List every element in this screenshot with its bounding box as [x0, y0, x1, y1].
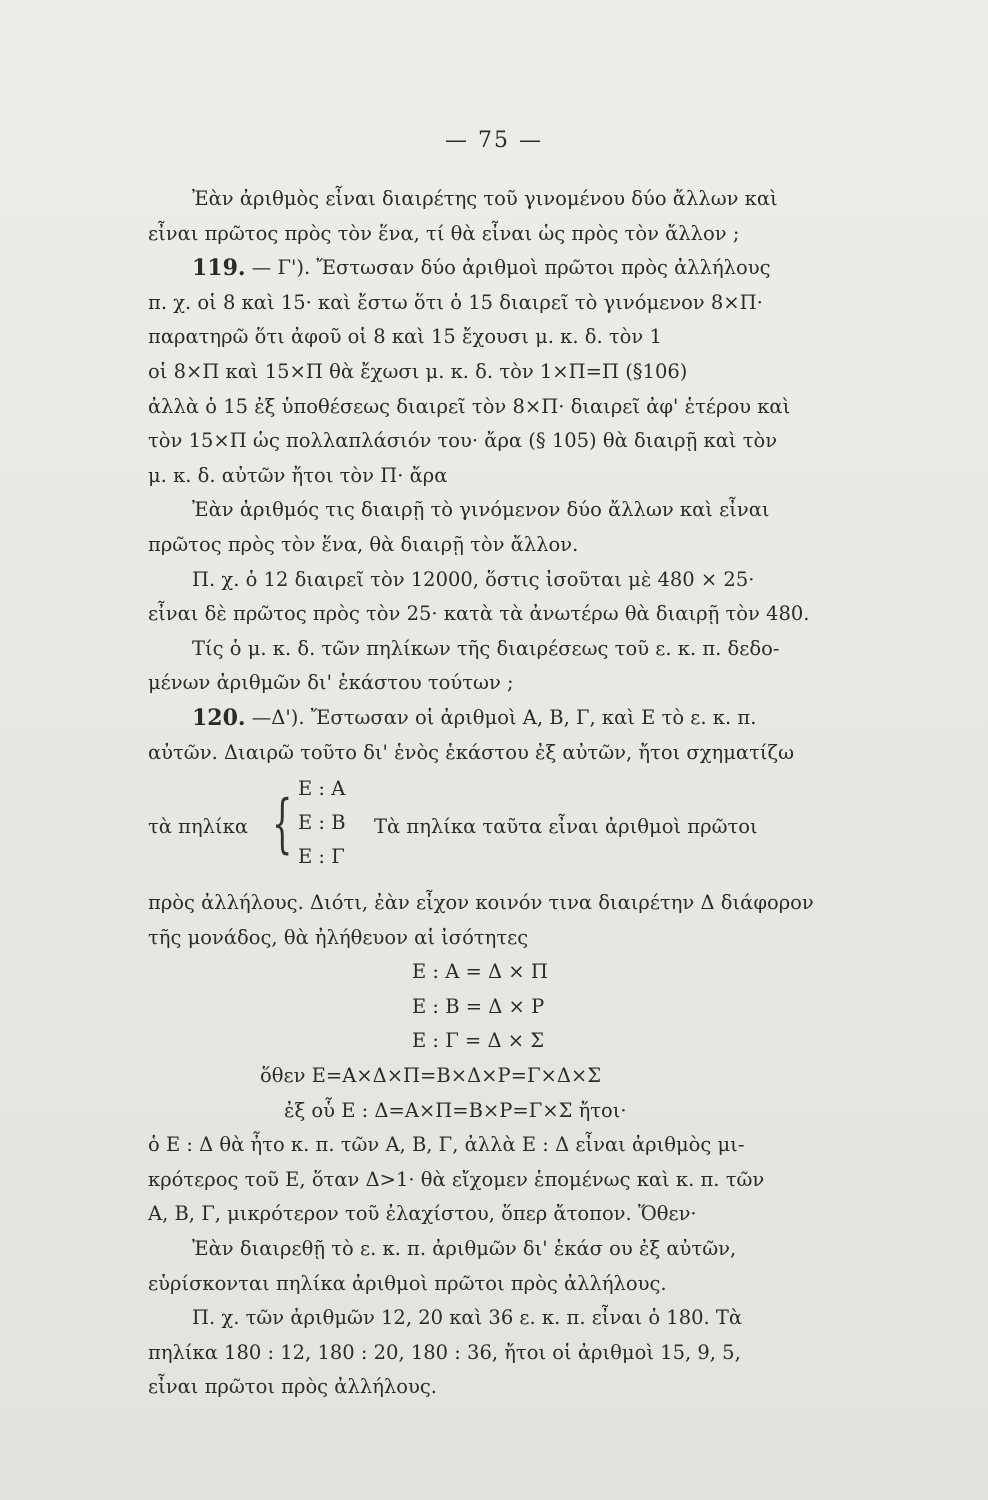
brace-note: Τὰ πηλίκα ταῦτα εἶναι ἀριθμοὶ πρῶτοι [374, 815, 758, 839]
text-line: π. χ. οἱ 8 καὶ 15· καὶ ἔστω ὅτι ὁ 15 διαιρεῖ τὸ γινόμενον 8×Π· [148, 290, 763, 314]
page-text [148, 182, 848, 1405]
text-line: Π. χ. ὁ 12 διαιρεῖ τὸν 12000, ὅστις ἰσοῦται μὲ 480 × 25· [192, 567, 755, 591]
brace-label: τὰ πηλίκα [148, 815, 249, 839]
text-line: Π. χ. τῶν ἀριθμῶν 12, 20 καὶ 36 ε. κ. π. εἶναι ὁ 180. Τὰ [192, 1306, 743, 1330]
text-line: εὑρίσκονται πηλίκα ἀριθμοὶ πρῶτοι πρὸς ἀλλήλους. [148, 1271, 667, 1295]
equality-line: Ε : Α = Δ × Π [412, 960, 548, 984]
text-line: μ. κ. δ. αὐτῶν ἤτοι τὸν Π· ἄρα [148, 463, 448, 487]
quotient-item: Ε : Β [298, 811, 346, 835]
text-line: εἶναι δὲ πρῶτος πρὸς τὸν 25· κατὰ τὰ ἀνωτέρω θὰ διαιρῇ τὸν 480. [148, 602, 810, 626]
text-line: Α, Β, Γ, μικρότερον τοῦ ἐλαχίστου, ὅπερ ἄτοπον. Ὅθεν· [148, 1202, 697, 1226]
quotient-list [298, 772, 346, 874]
equality-line: ὅθεν Ε=Α×Δ×Π=Β×Δ×Ρ=Γ×Δ×Σ [260, 1064, 602, 1088]
text-line: κρότερος τοῦ Ε, ὅταν Δ>1· θὰ εἴχομεν ἑπομένως καὶ κ. π. τῶν [148, 1167, 765, 1191]
text-line: πρῶτος πρὸς τὸν ἕνα, θὰ διαιρῇ τὸν ἄλλον. [148, 532, 579, 556]
equality-line: Ε : Β = Δ × Ρ [412, 994, 545, 1018]
section-number: 119. [192, 255, 246, 282]
equality-line: Ε : Γ = Δ × Σ [412, 1029, 545, 1053]
text-line: μένων ἀριθμῶν δι' ἑκάστου τούτων ; [148, 671, 514, 695]
equality-line: ἐξ οὗ Ε : Δ=Α×Π=Β×Ρ=Γ×Σ ἤτοι· [284, 1098, 627, 1122]
section-119-heading [148, 251, 848, 286]
section-number: 120. [192, 704, 246, 731]
text-line: Ἐὰν ἀριθμός τις διαιρῇ τὸ γινόμενον δύο ἄλλων καὶ εἶναι [192, 498, 770, 522]
text-line: πρὸς ἀλλήλους. Διότι, ἐὰν εἶχον κοινόν τινα διαιρέτην Δ διάφορον [148, 891, 814, 915]
text-line: παρατηρῶ ὅτι ἀφοῦ οἱ 8 καὶ 15 ἔχουσι μ. κ. δ. τὸν 1 [148, 325, 662, 349]
text-line: Τίς ὁ μ. κ. δ. τῶν πηλίκων τῆς διαιρέσεως τοῦ ε. κ. π. δεδο- [192, 636, 780, 660]
text-line: ὁ Ε : Δ θὰ ἦτο κ. π. τῶν Α, Β, Γ, ἀλλὰ Ε : Δ εἶναι ἀριθμὸς μι- [148, 1133, 745, 1157]
quotient-item: Ε : Γ [298, 845, 345, 869]
text-line: Ἐὰν διαιρεθῇ τὸ ε. κ. π. ἀριθμῶν δι' ἑκάσ ου ἐξ αὐτῶν, [192, 1237, 737, 1261]
text-line: οἱ 8×Π καὶ 15×Π θὰ ἔχωσι μ. κ. δ. τὸν 1×Π=Π (§106) [148, 359, 688, 383]
section-text: —Δ'). Ἔστωσαν οἱ ἀριθμοὶ Α, Β, Γ, καὶ Ε τὸ ε. κ. π. [251, 705, 757, 729]
curly-brace-icon: { [272, 787, 293, 862]
text-line: ἀλλὰ ὁ 15 ἐξ ὑποθέσεως διαιρεῖ τὸν 8×Π· διαιρεῖ ἀφ' ἑτέρου καὶ [148, 394, 791, 418]
text-line: αὐτῶν. Διαιρῶ τοῦτο δι' ἑνὸς ἑκάστου ἐξ αὐτῶν, ἤτοι σχηματίζω [148, 740, 794, 764]
text-line: Ἐὰν ἀριθμὸς εἶναι διαιρέτης τοῦ γινομένου δύο ἄλλων καὶ [192, 187, 778, 210]
text-line: εἶναι πρῶτος πρὸς τὸν ἕνα, τί θὰ εἶναι ὡς πρὸς τὸν ἄλλον ; [148, 221, 740, 245]
page-number: — 75 — [445, 128, 543, 153]
section-120-heading [148, 701, 848, 736]
text-line: πηλίκα 180 : 12, 180 : 20, 180 : 36, ἤτοι οἱ ἀριθμοὶ 15, 9, 5, [148, 1340, 741, 1364]
section-text: — Γ'). Ἔστωσαν δύο ἀριθμοὶ πρῶτοι πρὸς ἀλλήλους [251, 256, 771, 280]
quotients-brace-group [148, 772, 848, 882]
text-line: τῆς μονάδος, θὰ ἠλήθευον αἱ ἰσότητες [148, 925, 529, 949]
quotient-item: Ε : Α [298, 777, 346, 801]
text-line: τὸν 15×Π ὡς πολλαπλάσιόν του· ἄρα (§ 105) θὰ διαιρῇ καὶ τὸν [148, 429, 778, 453]
text-line: εἶναι πρῶτοι πρὸς ἀλλήλους. [148, 1375, 437, 1399]
